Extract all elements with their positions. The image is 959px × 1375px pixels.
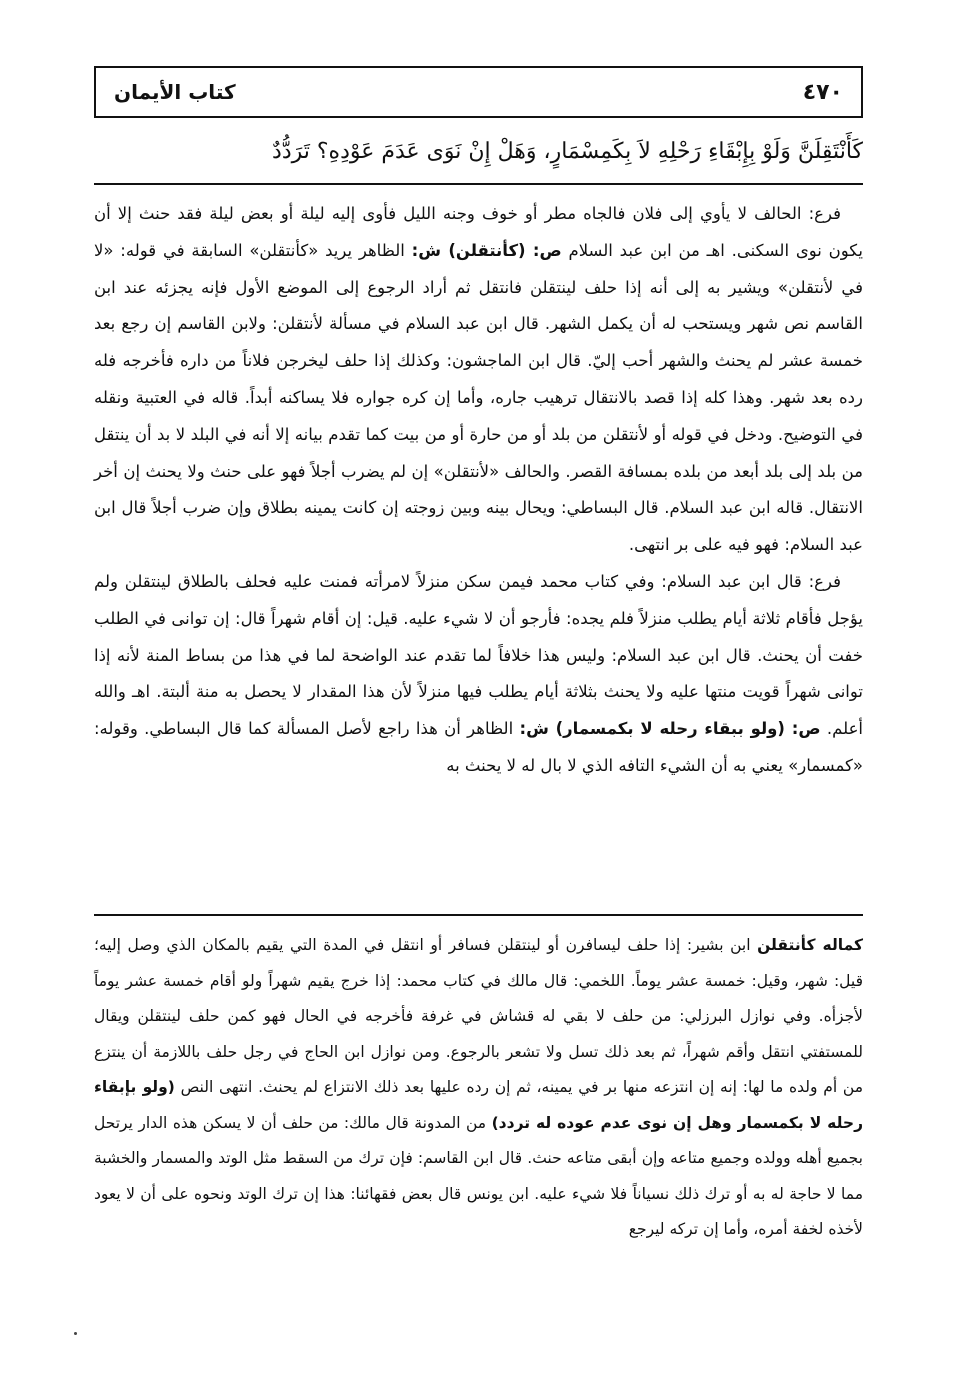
footnote-divider [94, 914, 863, 916]
commentary-paragraph-2 [94, 564, 863, 785]
commentary-paragraph-1 [94, 196, 863, 564]
footnote-text: من المدونة قال مالك: من حلف أن لا يسكن هذه الدار يرتحل بجميع أهله وولده وجميع متاعه وإن أبقى متاعه حنث. قال ابن القاسم: فإن ترك من السقط مثل الوتد والمسمار والخشبة مما لا حاجة له به أو ترك ذلك نسياناً فلا شيء عليه. ابن يونس قال بعض فقهائنا: هذا إن ترك الوتد ونحوه على أن لا يعود لأخذه لخفة أمره، وأما إن تركه ليرجع [94, 1113, 863, 1238]
footnote-paragraph [94, 928, 863, 1248]
page-number: ٤٧٠ [802, 79, 843, 105]
footnote-quote: (ولو بإبقاء رحله لا بكمسمار وهل إن نوى عدم عوده له تردد) [94, 1078, 863, 1132]
footnote-block [94, 928, 863, 1248]
commentary-text: فرع: الحالف لا يأوي إلى فلان فالجاه مطر أو خوف وجنه الليل فأوى إليه ليلة أو بعض ليلة فقد حنث إلا أن يكون نوى السكنى. اهـ من ابن عبد السلام [94, 204, 863, 260]
matn-quote: ص: (ولو ببقاء رحله لا بكمسمار) ش: [519, 719, 821, 739]
matn-divider [94, 183, 863, 185]
commentary-block [94, 196, 863, 785]
print-speck [74, 1332, 77, 1335]
book-title: كتاب الأيمان [114, 80, 236, 104]
footnote-text: ابن بشير: إذا حلف ليسافرن أو لينتقلن فسافر أو انتقل في المدة التي يقيم بالمكان الذي وصل إليه؛ قيل: شهر، وقيل: خمسة عشر يوماً. اللخمي: قال مالك في كتاب محمد: إذا خرج يقيم شهراً ولو أقام خمسة عشر يوماً لأجزأه. وفي نوازل البرزلي: من حلف لا بقي له قشاش في غرفة فأخرجه في الحال فهو كمن حلف لينتقلن ويقال للمستفتي انتقل وأقم شهراً، ثم بعد ذلك تسل ولا تشعر بالرجوع. ومن نوازل ابن الحاج في رجل حلف باللازمة أن ينتزع من أم ولده ما لها: إنه إن انتزعه منها بر في يمينه، ثم إن رده عليها بعد ذلك الانتزاع لم يحنث. انتهى النص [94, 936, 863, 1096]
footnote-heading: كماله كأنتقلن [757, 936, 863, 954]
matn-text: كَأَنْتَقِلَنَّ وَلَوْ بِإِبْقَاءِ رَحْلِهِ لاَ بِكَمِسْمَارٍ، وَهَلْ إِنْ نَوَى عَدَمَ عَوْدِهِ؟ تَرَدُّدٌ [272, 139, 863, 164]
matn-quote: ص: (كأنتقلن) ش: [411, 240, 562, 260]
commentary-text: الظاهر يريد «كأنتقلن» السابقة في قوله: «لا في لأنتقلن» ويشير به إلى أنه إذا حلف لينتقلن فانتقل ثم أراد الرجوع إلى الموضع الأول فإنه يجزئه عند ابن القاسم نص شهر ويستحب له أن يكمل الشهر. قال ابن عبد السلام في مسألة لأنتقلن: ولابن القاسم إن رجع بعد خمسة عشر لم يحنث والشهر أحب إليّ. قال ابن الماجشون: وكذلك إذا حلف ليخرجن فلاناً من داره فأخرجه فله رده بعد شهر. وهذا كله إذا قصد بالانتقال ترهيب جاره، وأما إن كره جواره فلا يساكنه أبداً. قاله في العتبية ونقله في التوضيح. ودخل في قوله أو لأنتقلن من بلد أو من حارة أو من بيت كما تقدم بيانه إلا أنه في البلد لا بد أن ينتقل من بلد إلى بلد أبعد من بلده بمسافة القصر. والحالف «لأنتقلن» إن لم يضرب أجلاً فهو على حنث ولا يحنث إن أخر الانتقال. قاله ابن عبد السلام. قال البساطي: ويحال بينه وبين زوجته إن كانت يمينه بطلاق وإن ضرب أجلاً قال ابن عبد السلام: فهو فيه على بر انتهى. [94, 240, 863, 555]
commentary-text: الظاهر أن هذا راجع لأصل المسألة كما قال البساطي. وقوله: «كمسمار» يعني به أن الشيء التافه الذي لا بال له لا يحنث به [94, 719, 863, 775]
running-header [94, 66, 863, 118]
commentary-text: فرع: قال ابن عبد السلام: وفي كتاب محمد فيمن سكن منزلاً لامرأته فمنت عليه فحلف بالطلاق لينتقلن ولم يؤجل فأقام ثلاثة أيام يطلب منزلاً فلم يجده: فأرجو أن لا شيء عليه. قيل: إن أقام شهراً قال: إن توانى في الطلب خفت أن يحنث. قال ابن عبد السلام: وليس هذا خلافاً لما تقدم عند الواضحة لما في هذا من بساط المنة لأنه إذا توانى شهراً قويت منتها عليه ولا يحنث بثلاثة أيام يطلب فيها منزلاً لأن هذا المقدار لا يحصل به منة ألبتة. اهـ والله أعلم. [94, 571, 863, 739]
